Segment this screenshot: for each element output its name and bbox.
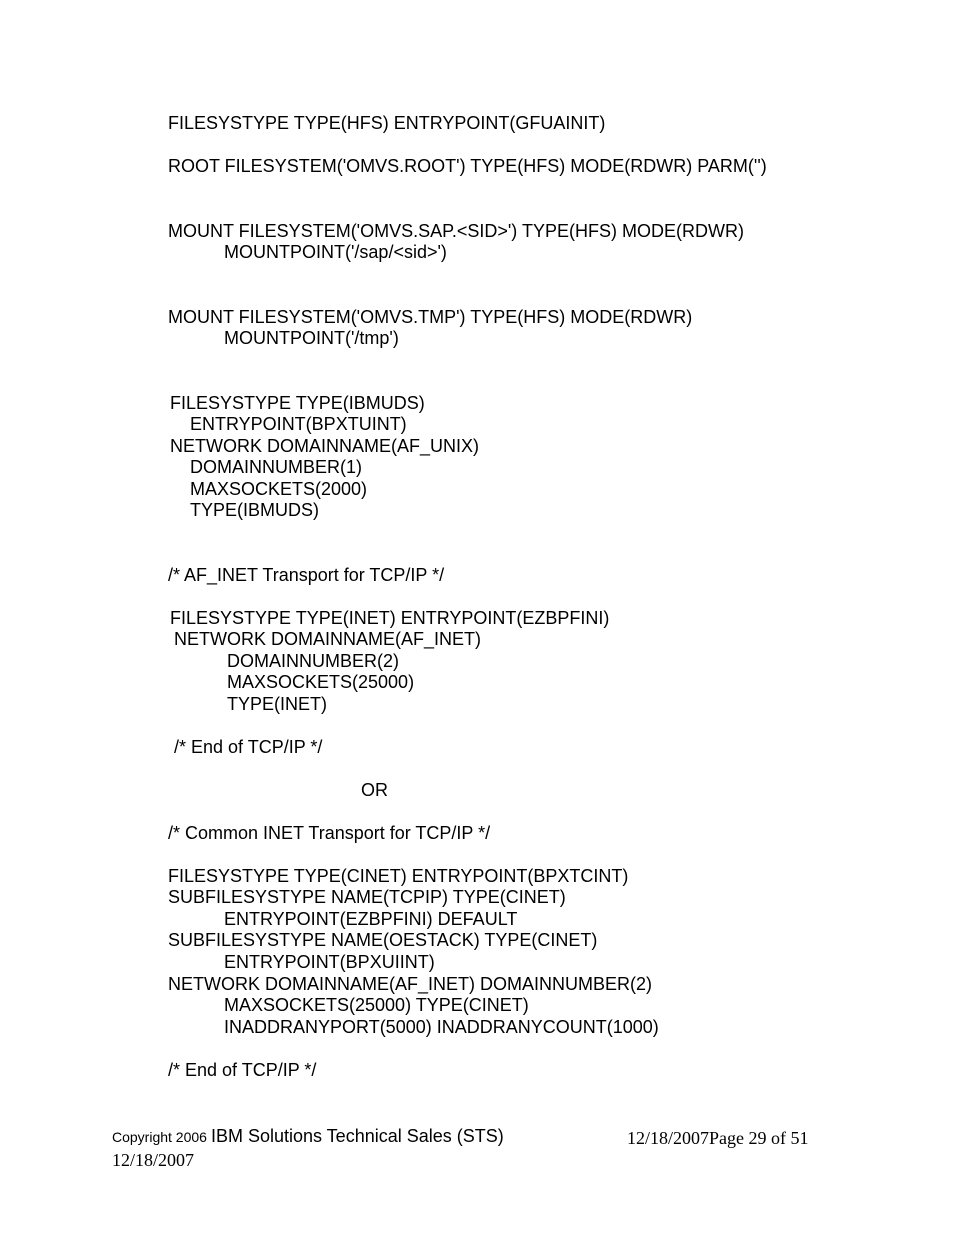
- config-line: DOMAINNUMBER(2): [227, 651, 400, 671]
- footer-organization: IBM Solutions Technical Sales (STS): [210, 1126, 504, 1146]
- config-line: MOUNT FILESYSTEM('OMVS.SAP.<SID>') TYPE(HFS) MODE(RDWR): [168, 221, 744, 241]
- comment-line: /* End of TCP/IP */: [174, 737, 323, 757]
- footer-copyright: Copyright 2006: [112, 1129, 207, 1145]
- config-line: ENTRYPOINT(BPXUIINT): [224, 952, 435, 972]
- config-line: DOMAINNUMBER(1): [190, 457, 363, 477]
- config-line: ROOT FILESYSTEM('OMVS.ROOT') TYPE(HFS) MODE(RDWR) PARM(''): [168, 156, 767, 176]
- config-line: FILESYSTYPE TYPE(INET) ENTRYPOINT(EZBPFINI): [170, 608, 610, 628]
- config-line: SUBFILESYSTYPE NAME(OESTACK) TYPE(CINET): [168, 930, 598, 950]
- config-line: MAXSOCKETS(25000) TYPE(CINET): [224, 995, 529, 1015]
- config-line: FILESYSTYPE TYPE(HFS) ENTRYPOINT(GFUAINIT): [168, 113, 606, 133]
- config-line: INADDRANYPORT(5000) INADDRANYCOUNT(1000): [224, 1017, 659, 1037]
- config-line: MAXSOCKETS(25000): [227, 672, 415, 692]
- footer-date-page: 12/18/2007Page 29 of 51: [627, 1128, 809, 1148]
- config-line: FILESYSTYPE TYPE(IBMUDS): [170, 393, 425, 413]
- config-line: FILESYSTYPE TYPE(CINET) ENTRYPOINT(BPXTCINT): [168, 866, 629, 886]
- or-separator: OR: [361, 780, 388, 800]
- config-line: ENTRYPOINT(EZBPFINI) DEFAULT: [224, 909, 518, 929]
- footer-date: 12/18/2007: [112, 1150, 195, 1170]
- config-line: MAXSOCKETS(2000): [190, 479, 368, 499]
- config-line: ENTRYPOINT(BPXTUINT): [190, 414, 407, 434]
- config-line: NETWORK DOMAINNAME(AF_INET) DOMAINNUMBER(2): [168, 974, 653, 994]
- config-line: NETWORK DOMAINNAME(AF_INET): [174, 629, 482, 649]
- config-line: NETWORK DOMAINNAME(AF_UNIX): [170, 436, 480, 456]
- config-line: MOUNTPOINT('/sap/<sid>'): [224, 242, 447, 262]
- comment-line: /* End of TCP/IP */: [168, 1060, 317, 1080]
- footer-left: [112, 1126, 504, 1147]
- config-line: TYPE(INET): [227, 694, 328, 714]
- config-line: SUBFILESYSTYPE NAME(TCPIP) TYPE(CINET): [168, 887, 566, 907]
- config-line: MOUNTPOINT('/tmp'): [224, 328, 399, 348]
- config-line: MOUNT FILESYSTEM('OMVS.TMP') TYPE(HFS) MODE(RDWR): [168, 307, 693, 327]
- comment-line: /* Common INET Transport for TCP/IP */: [168, 823, 491, 843]
- comment-line: /* AF_INET Transport for TCP/IP */: [168, 565, 445, 585]
- config-line: TYPE(IBMUDS): [190, 500, 320, 520]
